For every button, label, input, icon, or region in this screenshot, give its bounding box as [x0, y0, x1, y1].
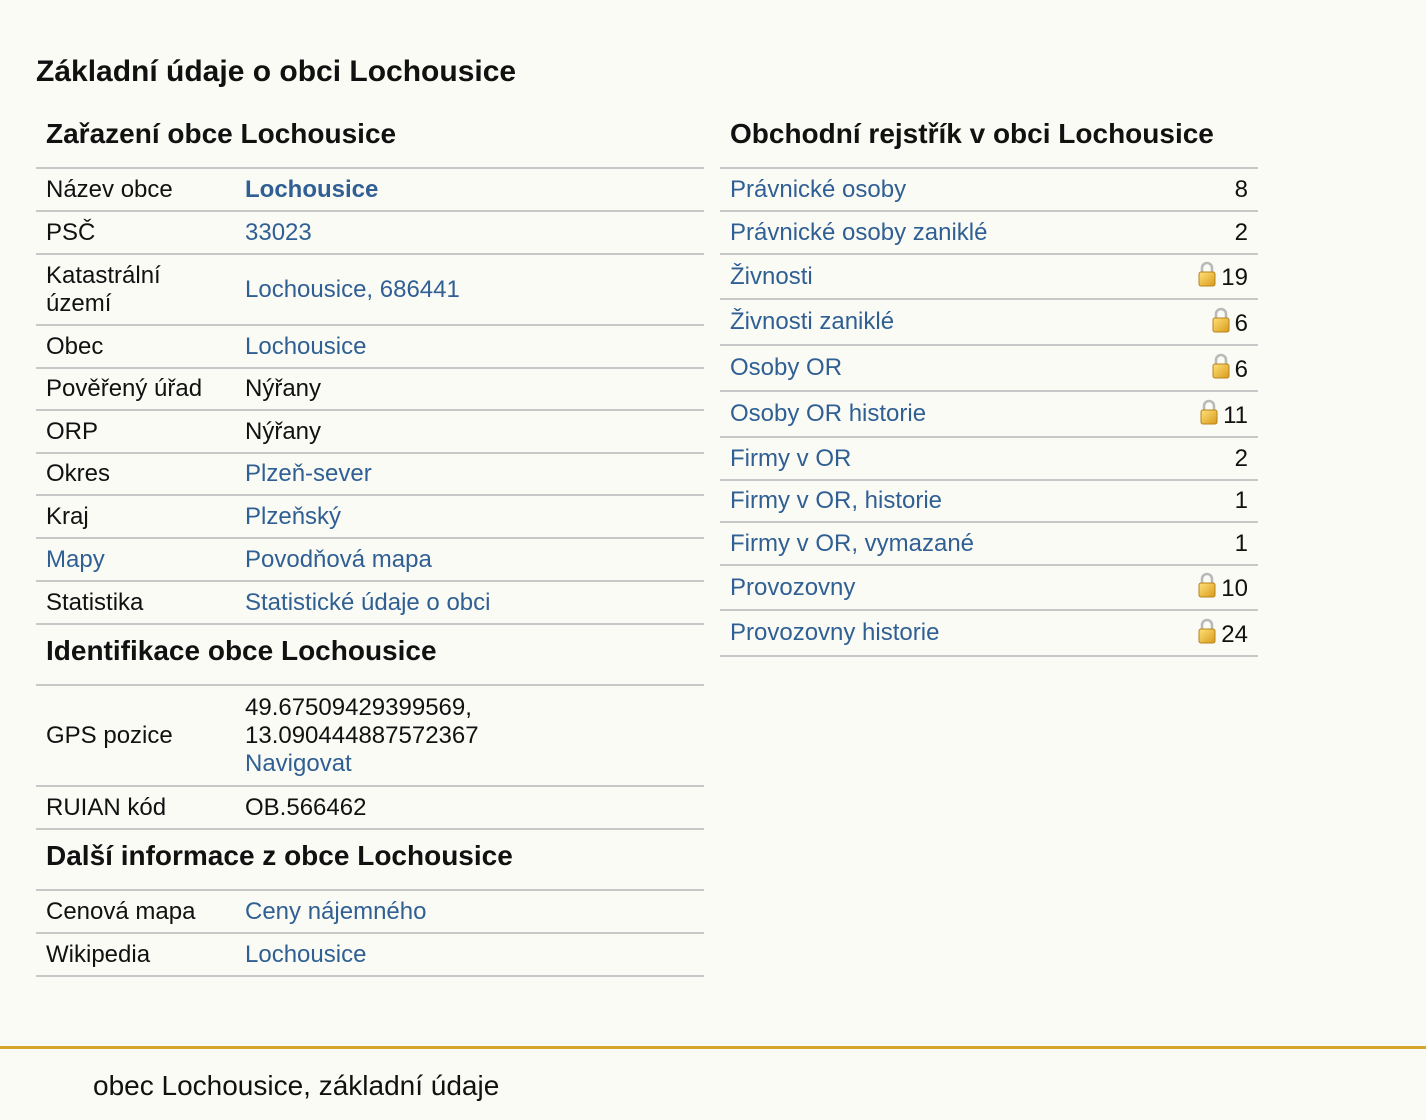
table-row	[36, 495, 704, 538]
identifikace-table	[36, 686, 704, 830]
authorized-office-value: Nýřany	[235, 368, 704, 410]
count-value: 6	[1234, 355, 1248, 383]
table-row	[720, 610, 1258, 656]
companies-or-deleted-link[interactable]: Firmy v OR, vymazané	[730, 529, 975, 557]
psc-link[interactable]: 33023	[245, 218, 312, 246]
table-row	[720, 254, 1258, 299]
lock-icon	[1197, 572, 1217, 598]
page-title: Základní údaje o obci Lochousice	[36, 55, 517, 88]
trades-link[interactable]: Živnosti	[730, 262, 813, 290]
companies-or-history-link[interactable]: Firmy v OR, historie	[730, 487, 943, 514]
table-row	[720, 211, 1258, 254]
row-label: Okres	[36, 453, 235, 495]
navigate-link[interactable]: Navigovat	[245, 749, 352, 777]
table-row	[36, 410, 704, 453]
table-row	[36, 453, 704, 495]
municipality-name-link[interactable]: Lochousice	[245, 175, 379, 203]
lock-icon	[1197, 261, 1217, 287]
row-label: RUIAN kód	[36, 786, 235, 829]
table-row	[36, 933, 704, 976]
legal-entities-defunct-link[interactable]: Právnické osoby zaniklé	[730, 218, 988, 246]
business-register-table	[720, 169, 1258, 657]
table-row	[36, 538, 704, 581]
left-column	[36, 108, 704, 977]
count-value: 1	[1149, 480, 1258, 522]
lock-icon	[1211, 307, 1231, 333]
row-label: Katastrální území	[36, 254, 235, 325]
count-value: 10	[1221, 575, 1248, 602]
footer-divider	[0, 1046, 1426, 1049]
zarazeni-table	[36, 169, 704, 625]
dalsi-table	[36, 891, 704, 977]
lock-icon	[1197, 618, 1217, 644]
lock-icon	[1199, 399, 1219, 425]
count-value: 11	[1223, 401, 1248, 429]
lock-icon	[1211, 353, 1231, 379]
establishments-history-link[interactable]: Provozovny historie	[730, 619, 940, 646]
rent-prices-link[interactable]: Ceny nájemného	[245, 897, 427, 925]
row-label: GPS pozice	[36, 686, 235, 786]
footer-text: obec Lochousice, základní údaje	[93, 1070, 500, 1101]
section-title-dalsi: Další informace z obce Lochousice	[36, 830, 704, 891]
row-label: PSČ	[36, 211, 235, 254]
table-row	[36, 891, 704, 933]
count-value: 6	[1234, 309, 1248, 337]
table-row	[720, 299, 1258, 345]
row-label: Obec	[36, 325, 235, 368]
table-row	[720, 480, 1258, 522]
table-row	[36, 686, 704, 786]
trades-defunct-link[interactable]: Živnosti zaniklé	[730, 308, 895, 335]
table-row	[36, 581, 704, 624]
region-link[interactable]: Plzeňský	[245, 502, 342, 530]
wikipedia-link[interactable]: Lochousice	[245, 940, 367, 968]
row-label: Název obce	[36, 169, 235, 211]
flood-map-link[interactable]: Povodňová mapa	[245, 545, 432, 573]
table-row	[36, 368, 704, 410]
row-label: Kraj	[36, 495, 235, 538]
ruian-value: OB.566462	[235, 786, 704, 829]
row-label: Cenová mapa	[36, 891, 235, 933]
count-value: 24	[1221, 620, 1248, 648]
section-title-identifikace: Identifikace obce Lochousice	[36, 625, 704, 686]
table-row	[720, 345, 1258, 391]
table-row	[36, 325, 704, 368]
legal-entities-link[interactable]: Právnické osoby	[730, 175, 907, 203]
table-row	[36, 786, 704, 829]
companies-or-link[interactable]: Firmy v OR	[730, 444, 852, 472]
count-value: 2	[1149, 211, 1258, 254]
count-value: 19	[1221, 264, 1248, 291]
count-value: 8	[1149, 169, 1258, 211]
count-value: 2	[1149, 437, 1258, 480]
statistics-link[interactable]: Statistické údaje o obci	[245, 588, 491, 616]
gps-latitude: 49.67509429399569,	[245, 693, 472, 721]
gps-longitude: 13.090444887572367	[245, 721, 479, 749]
cadastral-area-link[interactable]: Lochousice, 686441	[245, 275, 460, 303]
persons-or-history-link[interactable]: Osoby OR historie	[730, 400, 927, 427]
table-row	[36, 211, 704, 254]
row-label: Statistika	[36, 581, 235, 624]
table-row	[720, 169, 1258, 211]
establishments-link[interactable]: Provozovny	[730, 573, 856, 601]
table-row	[720, 522, 1258, 565]
row-label: Pověřený úřad	[36, 368, 235, 410]
table-row	[720, 437, 1258, 480]
table-row	[720, 391, 1258, 437]
maps-link[interactable]: Mapy	[46, 545, 105, 573]
table-row	[720, 565, 1258, 610]
table-row	[36, 169, 704, 211]
row-label: ORP	[36, 410, 235, 453]
district-link[interactable]: Plzeň-sever	[245, 460, 372, 487]
row-label: Wikipedia	[36, 933, 235, 976]
table-row	[36, 254, 704, 325]
right-column	[720, 108, 1258, 657]
section-title-zarazeni: Zařazení obce Lochousice	[36, 108, 704, 169]
persons-or-link[interactable]: Osoby OR	[730, 354, 843, 381]
municipality-link[interactable]: Lochousice	[245, 332, 367, 360]
count-value: 1	[1149, 522, 1258, 565]
section-title-obchodni: Obchodní rejstřík v obci Lochousice	[720, 108, 1258, 169]
orp-value: Nýřany	[235, 410, 704, 453]
